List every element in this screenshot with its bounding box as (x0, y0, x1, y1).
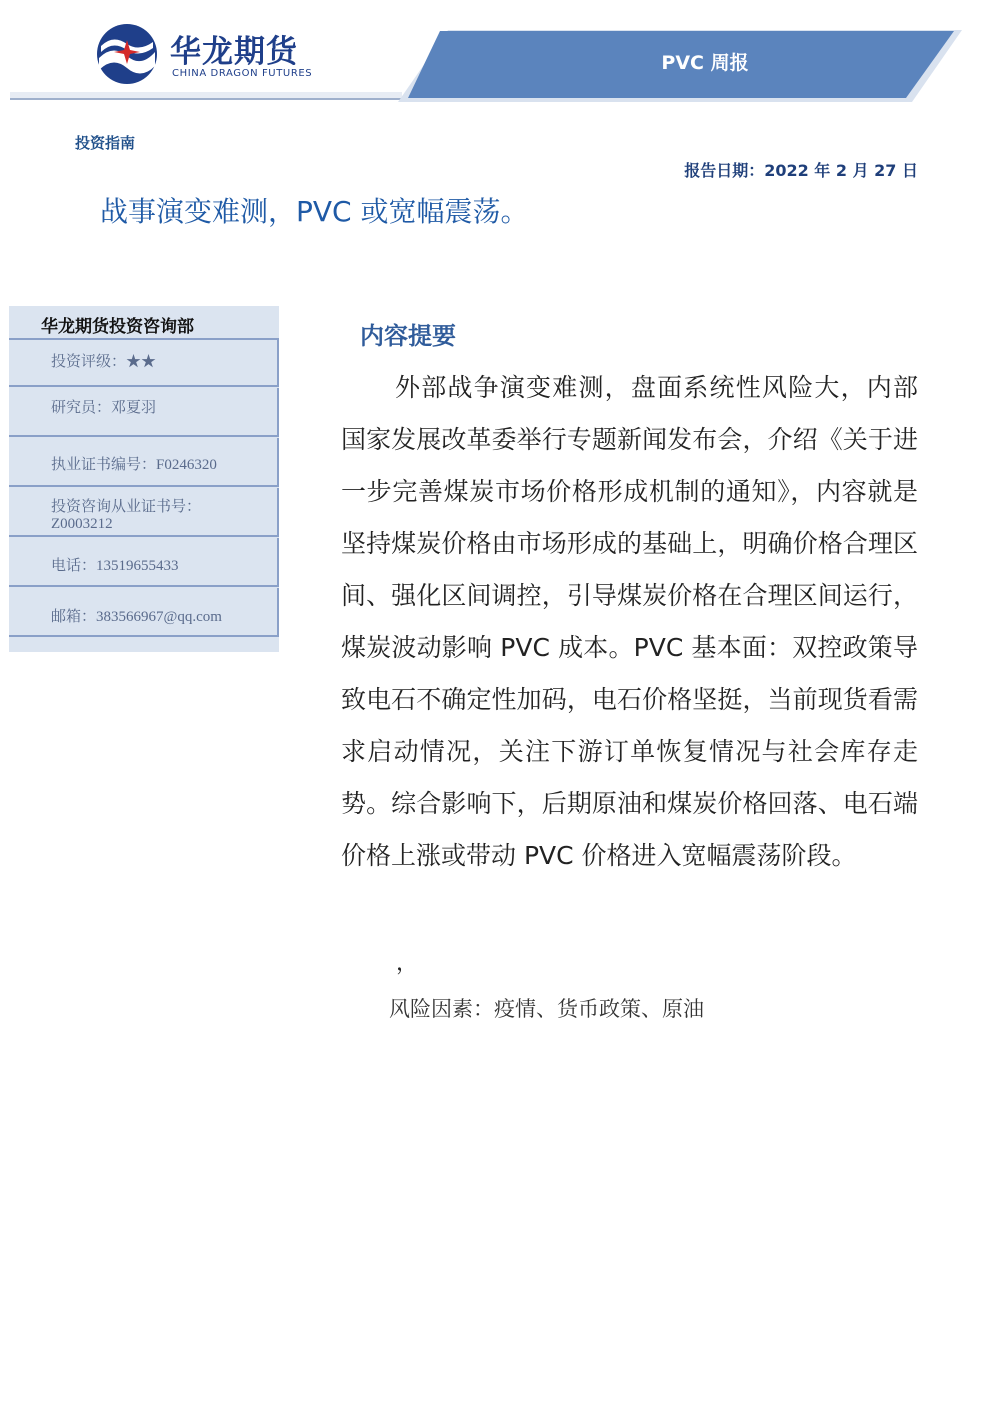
sidebar-header (9, 306, 279, 340)
license-text: 执业证书编号：F0246320 (51, 457, 217, 473)
sidebar-row-advisory-license (9, 488, 279, 537)
section-label: 投资指南 (75, 134, 136, 152)
advisory-license-text: 投资咨询从业证书号：Z0003212 (51, 499, 202, 532)
sidebar-row-email (9, 588, 279, 637)
sidebar-title: 华龙期货投资咨询部 (41, 317, 194, 337)
sidebar-row-phone (9, 538, 279, 587)
stray-comma: ， (396, 951, 419, 976)
sidebar-row-analyst (9, 388, 279, 437)
sidebar-row-rating (9, 338, 279, 387)
company-logo (95, 22, 159, 86)
report-type-title: PVC 周报 (661, 52, 749, 74)
summary-paragraph: 外部战争演变难测，盘面系统性风险大，内部国家发展改革委举行专题新闻发布会，介绍《关于进一步完善煤炭市场价格形成机制的通知》，内容就是坚持煤炭价格由市场形成的基础上，明确价格合理区间、强化区间调控，引导煤炭价格在合理区间运行，煤炭波动影响 PVC 成本。PVC 基本面：双控政策导致电石不确定性加码，电石价格坚挺，当前现货看需求启动情况，关注下游订单恢复情况与社会库存走势。综合影响下，后期原油和煤炭价格回落、电石端价格上涨或带动 PVC 价格进入宽幅震荡阶段。 (341, 373, 918, 870)
analyst-text: 研究员：邓夏羽 (51, 400, 157, 416)
summary-heading: 内容提要 (360, 322, 456, 350)
report-title: 战事演变难测，PVC 或宽幅震荡。 (100, 195, 529, 228)
logo-text-en: CHINA DRAGON FUTURES (172, 68, 313, 79)
risk-factors: 风险因素：疫情、货币政策、原油 (389, 997, 704, 1021)
report-date: 报告日期：2022 年 2 月 27 日 (684, 161, 918, 180)
sidebar-row-license (9, 438, 279, 487)
rating-text: 投资评级：★★ (51, 354, 157, 370)
logo-text-cn: 华龙期货 (170, 34, 298, 70)
email-text: 邮箱：383566967@qq.com (51, 609, 222, 625)
phone-text: 电话：13519655433 (51, 558, 179, 574)
